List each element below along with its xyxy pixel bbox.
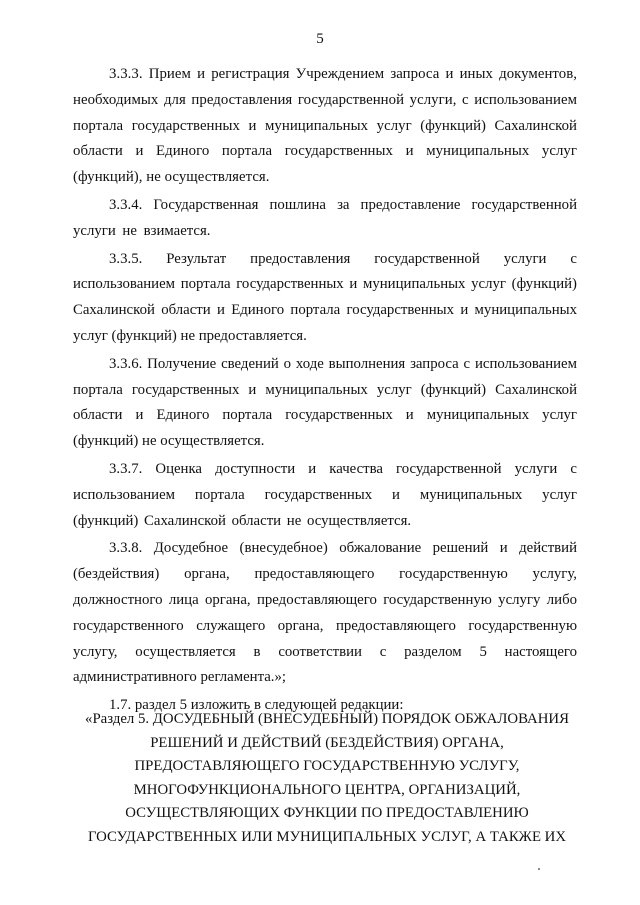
paragraph-1-7: 1.7. раздел 5 изложить в следующей редакции: xyxy=(109,697,404,714)
paragraph-3-3-5: 3.3.5. Результат предоставления государственной услуги с использованием портала государственных и муниципальных услуг (функций) Сахалинской области и Единого портала государственных и муниципальных услуг (функций) не предоставляется. xyxy=(73,250,577,344)
paragraph-3-3-6: 3.3.6. Получение сведений о ходе выполнения запроса с использованием портала государственных и муниципальных услуг (функций) Сахалинской области и Единого портала государственных и муниципальных услуг (функций) не осуществляется. xyxy=(73,355,577,450)
paragraph-3-3-4: 3.3.4. Государственная пошлина за предоставление государственной услуги не взимается. xyxy=(73,196,577,239)
paragraph-3-3-8: 3.3.8. Досудебное (внесудебное) обжалование решений и действий (бездействия) органа, предоставляющего государственную услугу, должностного лица органа, предоставляющего государственную услугу либо государственного служащего органа, предоставляющего государственную услугу, осуществляется в соответствии с разделом 5 настоящего административного регламента.»; xyxy=(73,540,577,686)
document-body xyxy=(73,62,577,719)
heading-line: «Раздел 5. ДОСУДЕБНЫЙ (ВНЕСУДЕБНЫЙ) ПОРЯДОК ОБЖАЛОВАНИЯ xyxy=(85,711,569,727)
heading-line: МНОГОФУНКЦИОНАЛЬНОГО ЦЕНТРА, ОРГАНИЗАЦИЙ, xyxy=(133,781,521,798)
heading-line: ОСУЩЕСТВЛЯЮЩИХ ФУНКЦИИ ПО ПРЕДОСТАВЛЕНИЮ xyxy=(125,805,529,822)
heading-line: ГОСУДАРСТВЕННЫХ ИЛИ МУНИЦИПАЛЬНЫХ УСЛУГ, А ТАКЖЕ ИХ xyxy=(87,828,567,845)
heading-line: ПРЕДОСТАВЛЯЮЩЕГО ГОСУДАРСТВЕННУЮ УСЛУГУ, xyxy=(134,758,520,775)
heading-line: РЕШЕНИЙ И ДЕЙСТВИЙ (БЕЗДЕЙСТВИЯ) ОРГАНА, xyxy=(150,734,504,751)
scan-speck xyxy=(538,868,540,870)
section-5-heading xyxy=(73,708,581,850)
page-number: 5 xyxy=(316,31,324,47)
paragraph-3-3-3: 3.3.3. Прием и регистрация Учреждением запроса и иных документов, необходимых для предоставления государственной услуги, с использованием портала государственных и муниципальных услуг (функций) Сахалинской области и Единого портала государственных и муниципальных услуг (функций), не осуществляется. xyxy=(73,66,577,186)
paragraph-3-3-7: 3.3.7. Оценка доступности и качества государственной услуги с использованием портала государственных и муниципальных услуг (функций) Сахалинской области не осуществляется. xyxy=(73,460,577,529)
